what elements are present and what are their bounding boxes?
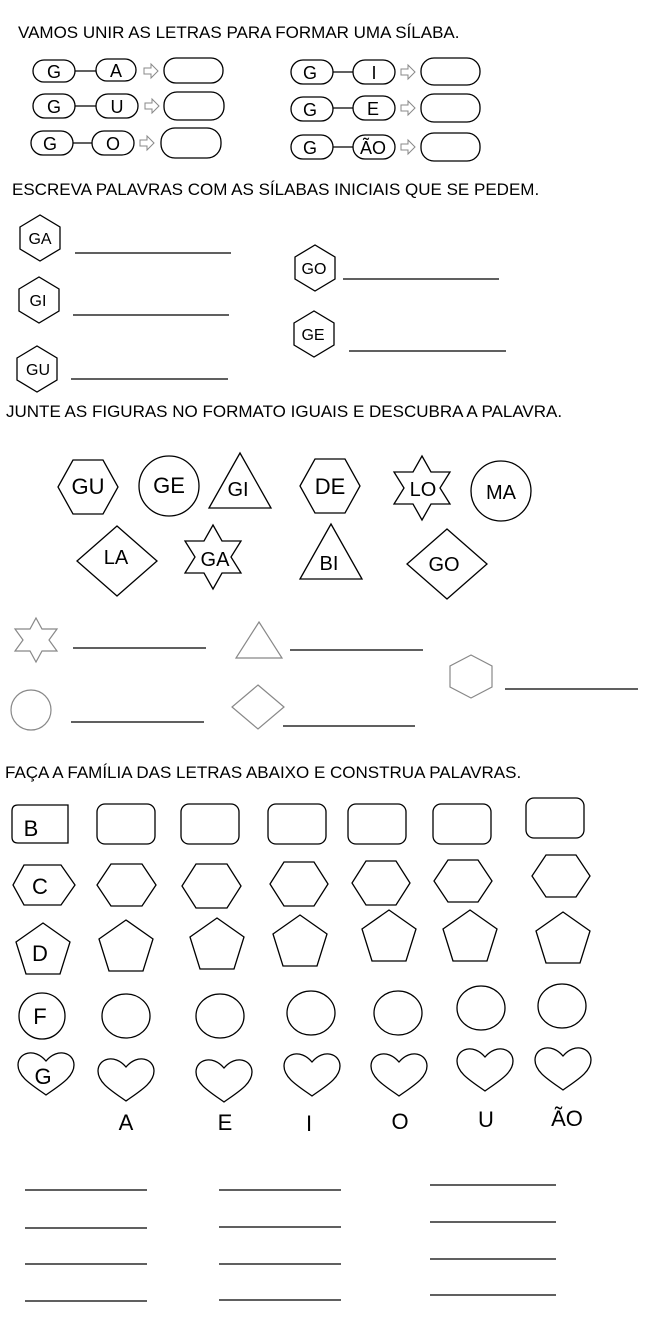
- circle-shape-icon: [11, 690, 51, 730]
- vowel-label: O: [391, 1109, 409, 1134]
- vowel-label: O: [105, 134, 121, 154]
- vowel-label: U: [478, 1107, 494, 1132]
- piece-diamond-la: [77, 526, 157, 596]
- svg-text:MA: MA: [486, 482, 516, 504]
- consonant-label: C: [32, 874, 48, 899]
- syllable-prompt-ge: [294, 311, 506, 357]
- vowel-label: E: [366, 99, 380, 119]
- section3-title: JUNTE AS FIGURAS NO FORMATO IGUAIS E DESCUBRA A PALAVRA.: [6, 402, 563, 421]
- piece-triangle-bi: [300, 524, 362, 579]
- section4-title: FAÇA A FAMÍLIA DAS LETRAS ABAIXO E CONSTRUA PALAVRAS.: [5, 763, 522, 782]
- consonant-label: G: [302, 138, 318, 158]
- syllable-row-2-right: [291, 94, 480, 122]
- vowel-labels: [119, 1106, 583, 1136]
- answer-box[interactable]: [348, 804, 406, 844]
- consonant-label: D: [32, 941, 48, 966]
- svg-text:GO: GO: [428, 554, 460, 576]
- vowel-label: I: [371, 63, 377, 83]
- consonant-label: F: [33, 1004, 47, 1029]
- piece-circle-ge: [139, 456, 199, 516]
- answer-box[interactable]: [374, 991, 422, 1035]
- family-row-b: [12, 798, 584, 844]
- answer-box[interactable]: [196, 994, 244, 1038]
- syllable-row-2-left: [33, 92, 224, 120]
- answer-circle: [11, 690, 204, 730]
- piece-diamond-go: [407, 529, 487, 599]
- consonant-label: G: [46, 97, 62, 117]
- answer-box[interactable]: [181, 804, 239, 844]
- answer-box[interactable]: [182, 864, 241, 908]
- svg-text:BI: BI: [319, 553, 339, 575]
- answer-box[interactable]: [371, 1054, 427, 1096]
- syllable-row-3-right: [291, 133, 480, 161]
- family-row-f: [19, 984, 586, 1039]
- answer-box[interactable]: [457, 986, 505, 1030]
- family-row-g: [18, 1048, 591, 1102]
- answer-hexagon: [450, 655, 638, 698]
- consonant-label: G: [302, 100, 318, 120]
- answer-box[interactable]: [164, 58, 223, 83]
- piece-triangle-gi: [209, 453, 271, 508]
- answer-box[interactable]: [421, 94, 480, 122]
- section1-title: VAMOS UNIR AS LETRAS PARA FORMAR UMA SÍLABA.: [18, 23, 460, 42]
- piece-star-ga: [185, 525, 241, 589]
- diamond-shape-icon: [232, 685, 284, 729]
- answer-box[interactable]: [421, 58, 480, 85]
- svg-text:GE: GE: [153, 473, 185, 498]
- answer-box[interactable]: [273, 915, 327, 966]
- answer-box[interactable]: [434, 860, 492, 902]
- consonant-label: G: [46, 62, 62, 82]
- piece-hexagon-de: [300, 459, 360, 513]
- answer-box[interactable]: [443, 910, 497, 961]
- svg-text:GO: GO: [301, 261, 327, 278]
- answer-box[interactable]: [287, 991, 335, 1035]
- svg-text:GA: GA: [200, 549, 230, 571]
- svg-text:GI: GI: [29, 293, 47, 310]
- syllable-row-1-right: [291, 58, 480, 85]
- answer-box[interactable]: [102, 994, 150, 1038]
- vowel-label: A: [109, 61, 123, 81]
- answer-box[interactable]: [99, 920, 153, 971]
- vowel-label: ÃO: [359, 138, 387, 158]
- answer-box[interactable]: [97, 864, 156, 906]
- answer-box[interactable]: [433, 804, 491, 844]
- hexagon-shape-icon: [450, 655, 492, 698]
- svg-text:LO: LO: [409, 479, 437, 501]
- answer-box[interactable]: [164, 92, 224, 120]
- answer-box[interactable]: [268, 804, 326, 844]
- vowel-label: I: [305, 1111, 313, 1136]
- answer-box[interactable]: [98, 1059, 154, 1101]
- syllable-row-1-left: [33, 58, 223, 83]
- vowel-label: E: [217, 1110, 233, 1135]
- answer-box[interactable]: [362, 910, 416, 961]
- answer-box[interactable]: [535, 1048, 591, 1090]
- svg-text:GI: GI: [227, 479, 249, 501]
- answer-box[interactable]: [421, 133, 480, 161]
- svg-text:GU: GU: [71, 474, 105, 499]
- triangle-shape-icon: [236, 622, 282, 658]
- answer-box[interactable]: [161, 128, 221, 158]
- syllable-prompt-go: [295, 245, 499, 291]
- vowel-label: A: [118, 1110, 134, 1135]
- answer-star: [15, 618, 206, 662]
- syllable-row-3-left: [31, 128, 221, 158]
- answer-box[interactable]: [97, 804, 155, 844]
- consonant-label: G: [42, 134, 58, 154]
- piece-circle-ma: [471, 461, 531, 521]
- star-shape-icon: [15, 618, 57, 662]
- answer-box[interactable]: [532, 855, 590, 897]
- answer-box[interactable]: [538, 984, 586, 1028]
- answer-box[interactable]: [270, 862, 328, 906]
- svg-text:GU: GU: [26, 362, 50, 379]
- svg-text:GA: GA: [28, 231, 52, 248]
- answer-diamond: [232, 685, 415, 729]
- writing-lines: [25, 1185, 556, 1301]
- svg-text:LA: LA: [103, 547, 129, 569]
- syllable-prompt-ga: [20, 215, 231, 261]
- family-row-d: [16, 910, 590, 974]
- consonant-label: G: [302, 63, 318, 83]
- answer-box[interactable]: [284, 1054, 340, 1096]
- answer-box[interactable]: [526, 798, 584, 838]
- piece-star-lo: [394, 456, 450, 520]
- answer-box[interactable]: [536, 912, 590, 963]
- answer-box[interactable]: [352, 861, 410, 905]
- answer-box[interactable]: [196, 1060, 252, 1102]
- vowel-label: U: [110, 97, 124, 117]
- answer-box[interactable]: [457, 1049, 513, 1091]
- section2-title: ESCREVA PALAVRAS COM AS SÍLABAS INICIAIS QUE SE PEDEM.: [12, 180, 540, 199]
- answer-box[interactable]: [190, 918, 244, 969]
- svg-text:DE: DE: [314, 474, 346, 499]
- family-row-c: [13, 855, 590, 908]
- syllable-prompt-gu: [17, 346, 228, 392]
- consonant-label: B: [23, 816, 39, 841]
- svg-text:GE: GE: [301, 327, 325, 344]
- piece-hexagon-gu: [58, 460, 118, 514]
- syllable-prompt-gi: [19, 277, 229, 323]
- vowel-label: ÃO: [551, 1106, 583, 1131]
- consonant-label: G: [34, 1064, 52, 1089]
- answer-triangle: [236, 622, 423, 658]
